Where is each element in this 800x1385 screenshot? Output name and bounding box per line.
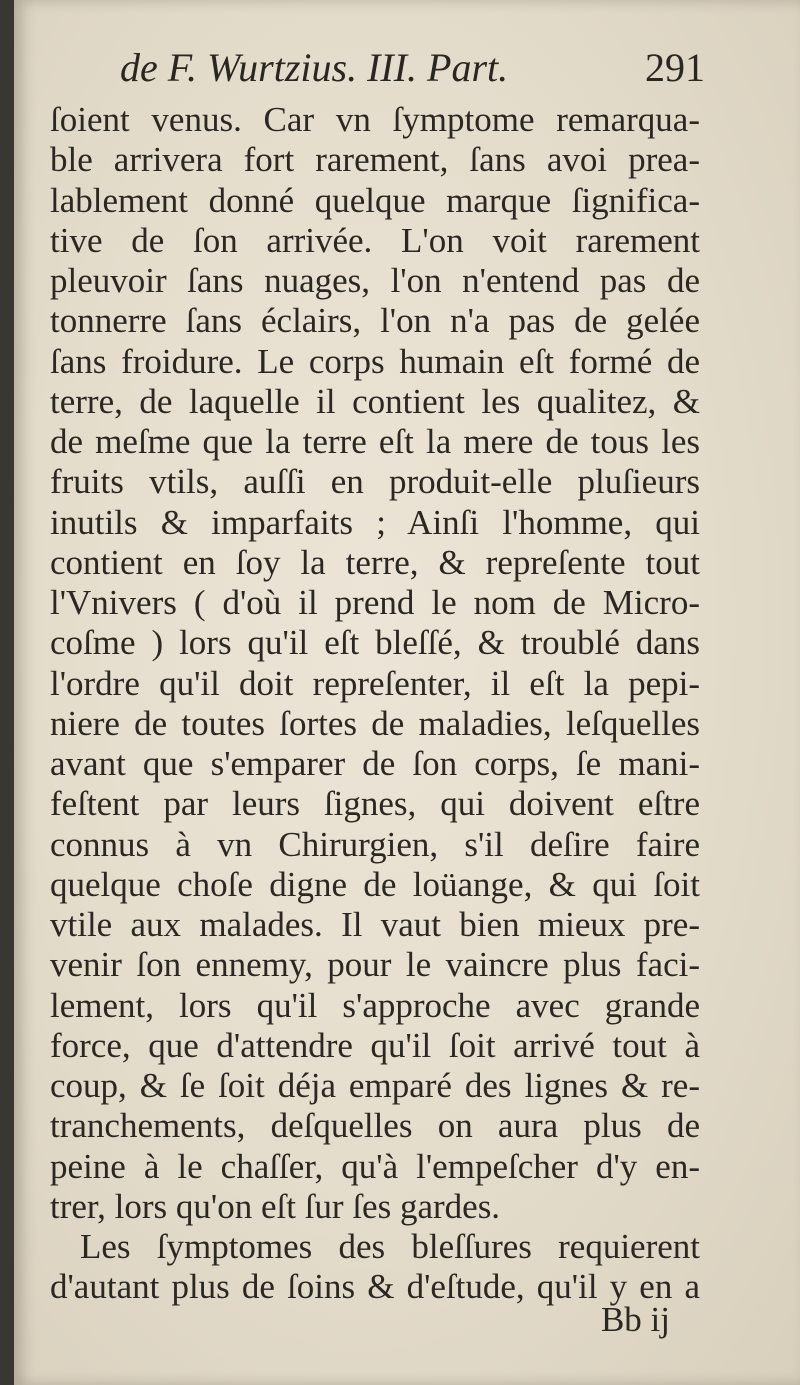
paragraph-end-line: trer, lors qu'on eſt ſur ſes gardes.	[50, 1186, 501, 1226]
text-line: lement, lors qu'il s'approche avec grande	[50, 985, 700, 1025]
text-line: terre, de laquelle il contient les qualitez, &	[50, 381, 700, 421]
text-line: coup, & ſe ſoit déja emparé des lignes & re-	[50, 1066, 700, 1105]
text-line: ſans froidure. Le corps humain eſt formé de	[50, 341, 700, 381]
text-line: inutils & imparfaits ; Ainſi l'homme, qui	[50, 502, 700, 542]
text-line: vtile aux malades. Il vaut bien mieux pre-	[50, 905, 700, 944]
text-line: peine à le chaſſer, qu'à l'empeſcher d'y en-	[50, 1146, 700, 1186]
text-line: contient en ſoy la terre, & repreſente tout	[50, 542, 700, 582]
text-line: l'Vnivers ( d'où il prend le nom de Micro-	[50, 583, 700, 622]
text-line: venir ſon ennemy, pour le vaincre plus faci-	[50, 945, 700, 985]
paragraph-start-line: Les ſymptomes des bleſſures requierent	[80, 1227, 700, 1266]
text-line: tonnerre ſans éclairs, l'on n'a pas de gelée	[50, 301, 700, 341]
text-line: fruits vtils, auſſi en produit-elle pluſieurs	[50, 462, 700, 502]
text-line: niere de toutes ſortes de maladies, leſquelles	[50, 703, 700, 743]
text-line: avant que s'emparer de ſon corps, ſe mani-	[50, 744, 700, 783]
body-text	[50, 100, 700, 1308]
text-line: ble arrivera fort rarement, ſans avoi prea-	[50, 140, 700, 180]
text-line: d'autant plus de ſoins & d'eſtude, qu'il y en a	[50, 1267, 700, 1307]
text-line: de meſme que la terre eſt la mere de tous les	[50, 422, 700, 461]
signature-mark: Bb ij	[600, 1300, 670, 1339]
text-line: quelque choſe digne de loüange, & qui ſoit	[50, 864, 700, 904]
text-line: force, que d'attendre qu'il ſoit arrivé tout à	[50, 1025, 700, 1065]
text-line: tive de ſon arrivée. L'on voit rarement	[50, 220, 700, 260]
text-line: ſoient venus. Car vn ſymptome remarqua-	[50, 100, 700, 139]
running-head	[120, 44, 705, 98]
page-number: 291	[645, 45, 705, 90]
text-line: connus à vn Chirurgien, s'il deſire faire	[50, 824, 700, 864]
text-line: feſtent par leurs ſignes, qui doivent eſtre	[50, 784, 700, 824]
text-line: coſme ) lors qu'il eſt bleſſé, & troublé dans	[50, 623, 700, 663]
text-line: tranchements, deſquelles on aura plus de	[50, 1106, 700, 1146]
text-line: lablement donné quelque marque ſignifica-	[50, 180, 700, 220]
running-head-title: de F. Wurtzius. III. Part.	[120, 45, 509, 90]
book-page	[14, 0, 800, 1385]
text-line: l'ordre qu'il doit repreſenter, il eſt la pepi-	[50, 663, 700, 703]
text-line: pleuvoir ſans nuages, l'on n'entend pas de	[50, 261, 700, 300]
